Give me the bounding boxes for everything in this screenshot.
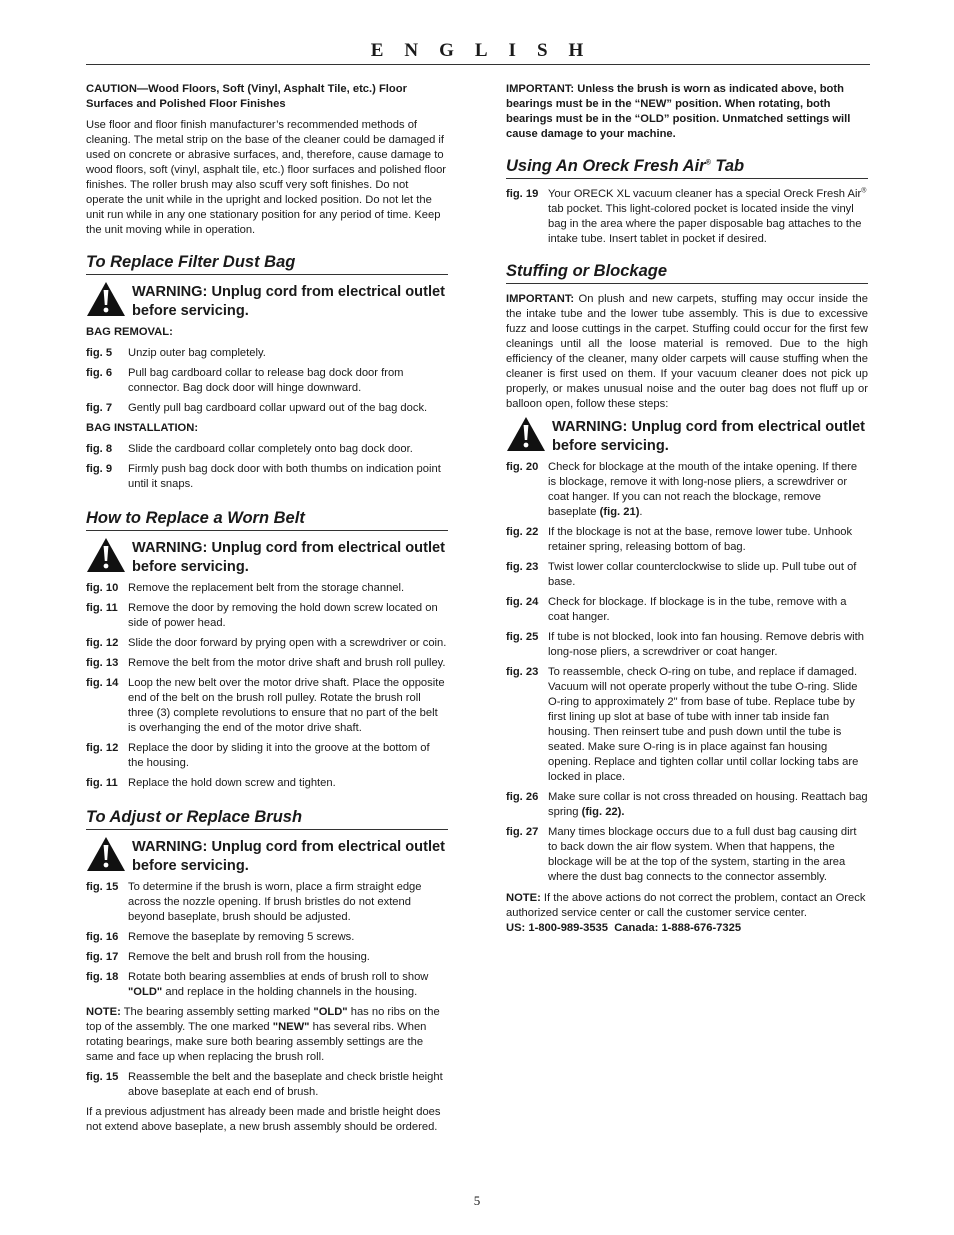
warning-text: WARNING: Unplug cord from electrical outlet before servicing. [132, 839, 445, 874]
fig-label: fig. 12 [86, 742, 119, 754]
step-text: Pull bag cardboard collar to release bag dock door from connector. Bag dock door will hinge downward. [128, 367, 404, 394]
filter-section-title: To Replace Filter Dust Bag [86, 252, 448, 275]
step-text: Check for blockage. If blockage is in the tube, remove with a coat hanger. [548, 596, 847, 623]
text-segment: . [639, 506, 643, 518]
text-segment: On plush and new carpets, stuffing may occur inside the the intake tube and the lower tube assembly. This is due to excessive fuzz and loose cuttings in the carpet. Stuffing could occur for the first few cleanings until all the loose material is removed. Due to the high efficiency of the cleaner, many older carpets will cause stuffing when the cleaner is first used on them. If your vacuum cleaner does not pick up properly, or makes unusual noise and the outer bag does not fluff up or balloon open, follow these steps: [506, 293, 868, 410]
step-text: To reassemble, check O-ring on tube, and replace if damaged. Vacuum will not operate properly without the tube O-ring. Slide O-ring to approximately 2" from base of tube. Replace tube by first lining up slot at base of tube with inner tab inside fan housing. Then reinsert tube and push down until the tube is seated. Make sure O-ring is in place against fan housing opening. Replace and tighten collar until collar locking tabs are locked in place. [548, 666, 859, 783]
stuffing-steps [506, 460, 868, 885]
step-text: Reassemble the belt and the baseplate and check bristle height above baseplate at each end of brush. [128, 1071, 443, 1098]
step-item [86, 676, 448, 736]
fig-label: fig. 6 [86, 367, 113, 379]
bearing-note [86, 1005, 448, 1065]
fig-label: fig. 11 [86, 777, 118, 789]
text-segment: tab pocket. This light-colored pocket is located inside the vinyl bag in the area where the paper disposable bag attaches to the intake tube. Insert tablet in pocket if desired. [548, 203, 862, 245]
old-marker: "OLD" [313, 1006, 348, 1018]
step-text: Firmly push bag dock door with both thumbs on indication point until it snaps. [128, 463, 441, 490]
old-marker: "OLD" [128, 986, 163, 998]
stuffing-important [506, 292, 868, 412]
fig-label: fig. 11 [86, 602, 118, 614]
fig-label: fig. 25 [506, 631, 539, 643]
fig-label: fig. 15 [86, 881, 119, 893]
step-item [86, 776, 448, 791]
fig-label: fig. 10 [86, 582, 119, 594]
step-text: Many times blockage occurs due to a full dust bag causing dirt to back down the air flow system. When that happens, the blockage will be at the top of the system, starting in the area where the dust bag connects to the connector assembly. [548, 826, 857, 883]
step-text [128, 970, 448, 1000]
note-label: NOTE: [86, 1006, 121, 1018]
text-segment: If the above actions do not correct the problem, contact an Oreck authorized service center or call the customer service center. [506, 892, 866, 919]
brush-warning [86, 838, 448, 876]
page-number: 5 [473, 1193, 481, 1208]
stuffing-section-title: Stuffing or Blockage [506, 261, 868, 284]
brush-steps [86, 880, 448, 1000]
brush-closing-note: If a previous adjustment has already been made and bristle height does not extend above baseplate, a new brush assembly should be ordered. [86, 1106, 441, 1133]
step-text: Slide the cardboard collar completely onto bag dock door. [128, 443, 413, 455]
step-item [506, 595, 868, 625]
important-bearing-note: IMPORTANT: Unless the brush is worn as indicated above, both bearings must be in the “NEW” position. When rotating, both bearings must be in the “OLD” position. Unmatched settings will cause damage to your machine. [506, 83, 851, 140]
step-text: Loop the new belt over the motor drive shaft. Place the opposite end of the belt on the brush roll pulley. Rotate the brush roll three (3) complete revolutions to ensure that no part of the belt is overhanging the end of the motor drive shaft. [128, 677, 445, 734]
caution-title: CAUTION—Wood Floors, Soft (Vinyl, Asphalt Tile, etc.) Floor Surfaces and Polished Floor Finishes [86, 83, 407, 110]
fig-label: fig. 16 [86, 931, 119, 943]
step-item [86, 462, 448, 492]
title-text: Tab [710, 157, 745, 175]
step-item [86, 930, 448, 945]
text-segment: Check for blockage at the mouth of the intake opening. If there is blockage, remove it with long-nose pliers, a screwdriver or coat hanger. If you can not reach the blockage, remove baseplate [548, 461, 858, 518]
text-segment: has several ribs. When rotating bearings, make sure both bearing assembly settings are the same and face up when replacing the brush roll. [86, 1021, 427, 1063]
filter-warning [86, 283, 448, 321]
fig-label: fig. 22 [506, 526, 539, 538]
step-item [506, 825, 868, 885]
step-text: Remove the door by removing the hold down screw located on side of power head. [128, 602, 438, 629]
phone-numbers: US: 1-800-989-3535 Canada: 1-888-676-7325 [506, 922, 742, 934]
fig-label: fig. 9 [86, 463, 113, 475]
stuffing-warning [506, 418, 868, 456]
step-text: Unzip outer bag completely. [128, 347, 266, 359]
step-text: Replace the door by sliding it into the groove at the bottom of the housing. [128, 742, 430, 769]
step-text: Replace the hold down screw and tighten. [128, 777, 336, 789]
step-text: If the blockage is not at the base, remove lower tube. Unhook retainer spring, releasing bottom of bag. [548, 526, 853, 553]
step-item [86, 950, 448, 965]
left-column [86, 82, 448, 1143]
caution-body: Use floor and floor finish manufacturer’s recommended methods of cleaning. The metal strip on the base of the cleaner could be damaged if used on concrete or abrasive surfaces, and, therefore, cause damage to wood floors, soft (vinyl, asphalt tile, etc.) floor surfaces and polished floor finishes. The roller brush may also scuff very soft finishes. Do not operate the unit while in the upright and locked position. Do not let the unit run while in any one stationary position for any period of time. Keep the unit moving while in operation. [86, 119, 447, 236]
new-marker: "NEW" [272, 1021, 310, 1033]
step-text: Twist lower collar counterclockwise to slide up. Pull tube out of base. [548, 561, 857, 588]
right-column [506, 82, 868, 936]
step-text: To determine if the brush is worn, place a firm straight edge across the nozzle opening. If brush bristles do not extend beyond baseplate, brush should be adjusted. [128, 881, 422, 923]
step-item [506, 560, 868, 590]
text-segment: Make sure collar is not cross threaded on housing. Reattach bag spring [548, 791, 868, 818]
fig-label: fig. 8 [86, 443, 113, 455]
header-language: ENGLISH [370, 40, 605, 61]
belt-section-title: How to Replace a Worn Belt [86, 508, 448, 531]
fig-label: fig. 20 [506, 461, 539, 473]
step-item [506, 630, 868, 660]
step-text: Remove the replacement belt from the storage channel. [128, 582, 405, 594]
fig-label: fig. 7 [86, 402, 113, 414]
step-text [548, 790, 868, 820]
step-text: Slide the door forward by prying open with a screwdriver or coin. [128, 637, 447, 649]
important-label: IMPORTANT: [506, 293, 575, 305]
warning-text: WARNING: Unplug cord from electrical outlet before servicing. [132, 284, 445, 319]
text-segment: The bearing assembly setting marked [120, 1006, 314, 1018]
note-label: NOTE: [506, 892, 541, 904]
step-item [86, 656, 448, 671]
step-text: If tube is not blocked, look into fan housing. Remove debris with long-nose pliers, a screwdriver or coat hanger. [548, 631, 864, 658]
fig-label: fig. 27 [506, 826, 539, 838]
step-text: Remove the baseplate by removing 5 screws. [128, 931, 355, 943]
step-item [506, 187, 868, 247]
step-item [506, 790, 868, 820]
step-item [86, 1070, 448, 1100]
step-text: Remove the belt and brush roll from the housing. [128, 951, 370, 963]
fig-label: fig. 12 [86, 637, 119, 649]
fig-label: fig. 13 [86, 657, 119, 669]
fig-label: fig. 15 [86, 1071, 119, 1083]
text-segment: and replace in the holding channels in the housing. [162, 986, 418, 998]
step-item [506, 665, 868, 785]
bag-removal-heading: BAG REMOVAL: [86, 326, 173, 338]
belt-warning [86, 539, 448, 577]
step-text: Remove the belt from the motor drive shaft and brush roll pulley. [128, 657, 446, 669]
registered-mark: ® [705, 159, 711, 167]
step-item [86, 970, 448, 1000]
fig-label: fig. 24 [506, 596, 539, 608]
fig-label: fig. 26 [506, 791, 539, 803]
fig-label: fig. 5 [86, 347, 113, 359]
warning-text: WARNING: Unplug cord from electrical outlet before servicing. [552, 419, 865, 454]
warning-icon [86, 537, 126, 573]
step-item [506, 525, 868, 555]
step-item [506, 460, 868, 520]
fig-label: fig. 17 [86, 951, 119, 963]
bag-removal-steps [86, 346, 448, 416]
step-item [86, 636, 448, 651]
text-segment: Rotate both bearing assemblies at ends of brush roll to show [128, 971, 429, 983]
fig-reference: (fig. 21) [599, 506, 640, 518]
bag-installation-heading: BAG INSTALLATION: [86, 422, 199, 434]
title-text: Using An Oreck Fresh Air [506, 157, 706, 175]
fig-label: fig. 23 [506, 666, 539, 678]
step-item [86, 346, 448, 361]
warning-icon [86, 836, 126, 872]
fresh-air-section-title [506, 156, 868, 179]
registered-mark: ® [861, 187, 867, 195]
fig-reference: (fig. 22). [581, 806, 625, 818]
belt-steps [86, 581, 448, 791]
step-item [86, 741, 448, 771]
header-rule [86, 64, 870, 65]
warning-icon [86, 281, 126, 317]
text-segment: has no ribs on the top of the assembly. The one marked [86, 1006, 440, 1033]
step-text: Gently pull bag cardboard collar upward out of the bag dock. [128, 402, 428, 414]
contact-note [506, 891, 868, 936]
step-item [86, 401, 448, 416]
brush-section-title: To Adjust or Replace Brush [86, 807, 448, 830]
step-item [86, 442, 448, 457]
step-item [86, 601, 448, 631]
step-item [86, 581, 448, 596]
bag-installation-steps [86, 442, 448, 492]
fig-label: fig. 14 [86, 677, 119, 689]
step-item [86, 366, 448, 396]
warning-icon [506, 416, 546, 452]
fig-label: fig. 23 [506, 561, 539, 573]
step-item [86, 880, 448, 925]
warning-text: WARNING: Unplug cord from electrical outlet before servicing. [132, 540, 445, 575]
step-text [548, 460, 868, 520]
fig-label: fig. 19 [506, 188, 539, 200]
fig-label: fig. 18 [86, 971, 119, 983]
step-text [548, 187, 868, 247]
text-segment: Your ORECK XL vacuum cleaner has a special Oreck Fresh Air [548, 188, 862, 200]
